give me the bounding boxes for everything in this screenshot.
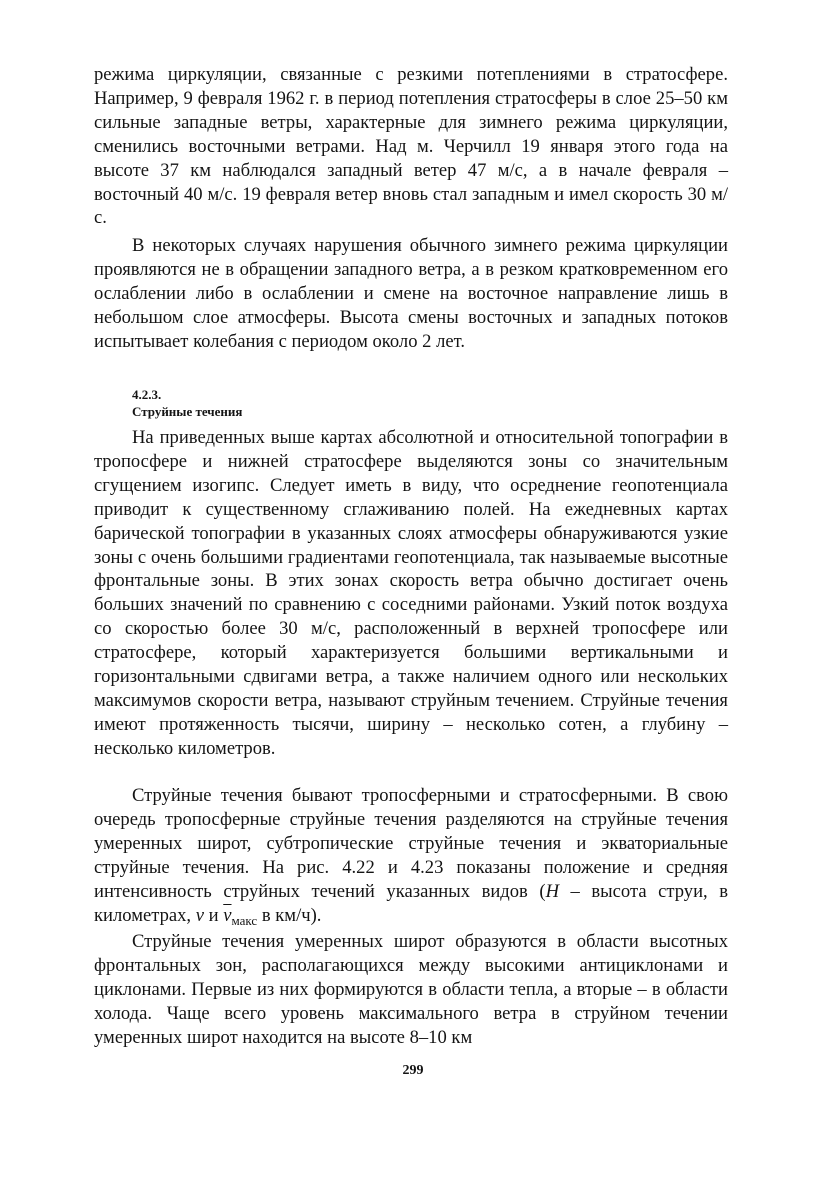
mean-max-velocity-symbol: $\overline{v}$ [223,904,232,926]
height-symbol: H [545,880,560,902]
paragraph-5 [94,930,728,1050]
paragraph-4-text [94,784,728,932]
paragraph-3 [94,426,728,761]
velocity-symbol: v [195,904,204,926]
paragraph-4-mid: – высота струи, в километрах, [94,880,729,926]
paragraph-4 [94,784,728,932]
paragraph-4-end: в км/ч). [257,904,322,926]
paragraph-4-main: Струйные течения бывают тропосферными и стратосферными. В свою очередь тропосферные струйные течения разделяются на струйные течения умеренных широт, субтропические струйные течения и экваториальные струйные течения. На рис. 4.22 и 4.23 показаны положение и средняя интенсивность струйных течений указанных видов ( [94,785,728,902]
paragraph-5-text: Струйные течения умеренных широт образуются в области высотных фронтальных зон, располагающихся между высокими антициклонами и циклонами. Первые из них формируются в области тепла, а вторые – в области холода. Чаще всего уровень максимального ветра в струйном течении умеренных широт находится на высоте 8–10 км [94,931,728,1048]
paragraph-2 [94,234,728,354]
page-number: 299 [402,1063,424,1078]
section-title: Струйные течения [132,404,243,419]
paragraph-3-text: На приведенных выше картах абсолютной и относительной топографии в тропосфере и нижней стратосфере выделяются зоны со значительным сгущением изогипс. Следует иметь в виду, что осреднение геопотенциала приводит к существенному сглаживанию полей. На ежедневных картах барической топографии в указанных слоях атмосферы обнаруживаются узкие зоны с очень большими градиентами геопотенциала, так называемые высотные фронтальные зоны. В этих зонах скорость ветра обычно достигает очень больших значений по сравнению с соседними районами. Узкий поток воздуха со скоростью более 30 м/с, расположенный в верхней тропосфере или стратосфере, который характеризуется большими вертикальными и горизонтальными сдвигами ветра, а также наличием одного или нескольких максимумов скорости ветра, называют струйным течением. Струйные течения имеют протяженность тысячи, ширину – несколько сотен, а глубину – несколько километров. [94,427,728,759]
paragraph-2-text: В некоторых случаях нарушения обычного зимнего режима циркуляции проявляются не в обращении западного ветра, а в резком кратковременном его ослаблении либо в ослаблении и смене на восточное направление лишь в небольшом слое атмосферы. Высота смены восточных и западных потоков испытывает колебания с периодом около 2 лет. [94,235,728,352]
velocity-subscript: макс [231,912,258,928]
paragraph-4-and: и [204,904,224,926]
paragraph-1 [94,63,728,230]
section-number: 4.2.3. [132,387,162,402]
paragraph-1-text: режима циркуляции, связанные с резкими потеплениями в стратосфере. Например, 9 февраля 1962 г. в период потепления стратосферы в слое 25–50 км сильные западные ветры, характерные для зимнего режима циркуляции, сменились восточными ветрами. Над м. Черчилл 19 января этого года на высоте 37 км наблюдался западный ветер 47 м/с, а в начале февраля – восточный 40 м/с. 19 февраля ветер вновь стал западным и имел скорость 30 м/с. [94,64,728,229]
